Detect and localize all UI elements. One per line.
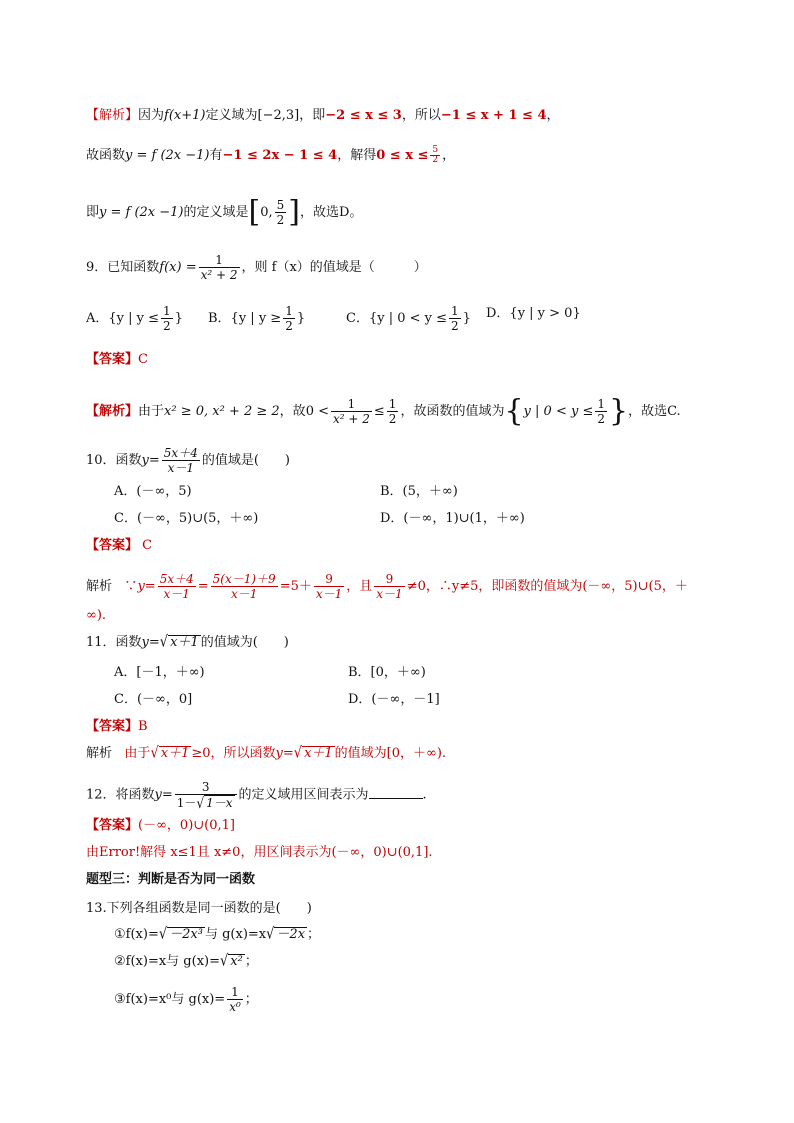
q10-option-d: D．(－∞，1)∪(1，＋∞) bbox=[380, 511, 525, 526]
fraction: $\frac{1}{2}$ bbox=[285, 304, 293, 333]
q10-analysis: 解析 ∵y= $\frac{5x+4}{x-1}$ = $\frac{5(x-1)+9}{x-1}$ =5＋ $\frac{9}{x-1}$ ，且 $\frac{9}{x-1}$ ≠0，∴y≠5，即函数的值域为(－∞，5)∪(5，＋ bbox=[86, 572, 688, 601]
answer-blank bbox=[369, 786, 423, 799]
q10-analysis-cont: ∞). bbox=[86, 608, 107, 623]
q9-analysis: 【解析】由于x² ≥ 0, x² + 2 ≥ 2，故0 < $\frac{1}{\text{x² + 2}}$ ≤ $\frac{1}{2}$ ，故函数的值域为{y | 0 < y ≤ $\frac{1}{2}$ }，故选C. bbox=[86, 393, 681, 429]
q12-analysis: 由Error!解得 x≤1且 x≠0，用区间表示为(－∞，0)∪(0,1]. bbox=[86, 845, 433, 860]
fraction: $\frac{9}{x-1}$ bbox=[315, 572, 343, 601]
fraction: $\frac{5}{2}$ bbox=[276, 198, 285, 227]
fraction: $\frac{1}{\text{x² + 2}}$ bbox=[332, 397, 370, 426]
fraction: $\frac{9}{x-1}$ bbox=[376, 572, 403, 601]
fraction: $\frac{1}{\text{x² + 2}}$ bbox=[200, 253, 238, 282]
q13-item-3: ③f(x)=x⁰与 g(x)= $\frac{1}{\text{x⁰}}$ ； bbox=[114, 985, 258, 1014]
analysis-label: 【解析】 bbox=[86, 108, 139, 123]
fraction: $\frac{5x+4}{x-1}$ bbox=[159, 572, 194, 601]
q8-analysis-line-3: 即y = f (2x −1)的定义域是[0, $\frac{5}{2}$ ]，故选D。 bbox=[86, 194, 363, 230]
q9-option-c: C．{y | 0 < y ≤ $\frac{1}{2}$ } bbox=[346, 304, 471, 333]
q8-analysis-line-2: 故函数y = f (2x −1)有−1 ≤ 2x − 1 ≤ 4，解得0 ≤ x ≤ $\frac{5}{2}$ ， bbox=[86, 145, 456, 165]
q9-option-b: B．{y | y ≥ $\frac{1}{2}$ } bbox=[208, 304, 306, 333]
q11-option-b: B．[0，＋∞) bbox=[348, 665, 426, 680]
q11-option-a: A．[－1，＋∞) bbox=[114, 665, 205, 680]
q10-option-a: A．(－∞，5) bbox=[114, 484, 192, 499]
q12-stem: 12．将函数y= $\frac{3}{1-√ 1-x}$ 的定义域用区间表示为 . bbox=[86, 780, 427, 812]
q11-analysis: 解析 由于√ x＋1 ≥0，所以函数y=√ x＋1 的值域为[0，＋∞). bbox=[86, 744, 447, 763]
q11-option-c: C．(－∞，0] bbox=[114, 692, 193, 707]
fraction: $\frac{5(x-1)+9}{x-1}$ bbox=[212, 572, 276, 601]
fraction: $\frac{1}{2}$ bbox=[388, 397, 397, 426]
fraction: $\frac{1}{2}$ bbox=[163, 304, 171, 333]
q10-option-b: B．(5，＋∞) bbox=[380, 484, 458, 499]
q12-answer: 【答案】(－∞，0)∪(0,1] bbox=[86, 818, 235, 833]
q9-stem: 9．已知函数f(x) = $\frac{1}{\text{x² + 2}}$ ，则 f（x）的值域是（ ） bbox=[86, 253, 427, 282]
fraction: $\frac{5x+4}{x-1}$ bbox=[163, 446, 198, 475]
q13-item-2: ②f(x)=x与 g(x)=√ x² ； bbox=[114, 952, 258, 971]
q9-answer: 【答案】C bbox=[86, 352, 148, 367]
fraction: $\frac{1}{2}$ bbox=[597, 397, 605, 426]
fraction: $\frac{1}{2}$ bbox=[451, 304, 459, 333]
q13-stem: 13.下列各组函数是同一函数的是( ) bbox=[86, 901, 312, 916]
q10-stem: 10．函数y= $\frac{5x+4}{x-1}$ 的值域是( ) bbox=[86, 446, 290, 475]
q11-option-d: D．(－∞，－1] bbox=[348, 692, 440, 707]
q9-option-a: A．{y | y ≤ $\frac{1}{2}$ } bbox=[86, 304, 183, 333]
q13-item-1: ①f(x)=√ －2x³ 与 g(x)=x√ －2x ； bbox=[114, 925, 321, 944]
fraction: $\frac{1}{\text{x⁰}}$ bbox=[229, 985, 241, 1014]
q11-answer: 【答案】B bbox=[86, 719, 148, 734]
q9-option-d: D．{y | y > 0} bbox=[486, 306, 581, 321]
q8-analysis-line-1: 【解析】因为f(x+1)定义域为[−2,3]，即−2 ≤ x ≤ 3，所以−1 ≤ x + 1 ≤ 4， bbox=[86, 108, 560, 123]
q10-option-c: C．(－∞，5)∪(5，＋∞) bbox=[114, 511, 259, 526]
section-title: 题型三：判断是否为同一函数 bbox=[86, 872, 256, 887]
fraction: $\frac{5}{2}$ bbox=[432, 145, 439, 165]
q11-stem: 11．函数y=√ x＋1 的值域为( ) bbox=[86, 633, 289, 652]
q10-answer: 【答案】 C bbox=[86, 538, 153, 553]
fraction: $\frac{3}{1-√ 1-x}$ bbox=[175, 780, 237, 810]
